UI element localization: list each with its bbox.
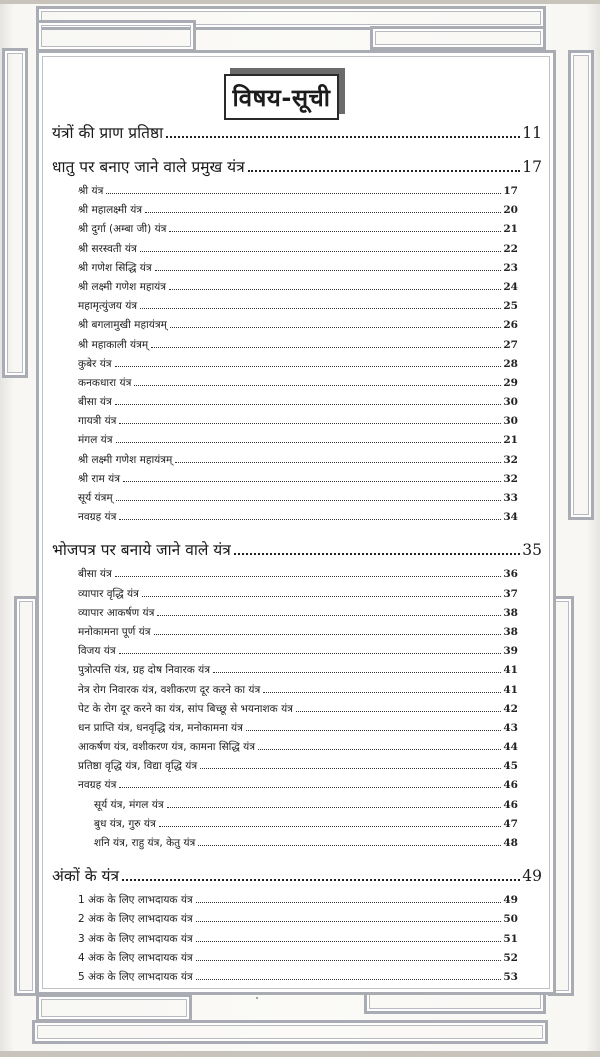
toc-entry-label: शनि यंत्र, राहु यंत्र, केतु यंत्र	[94, 837, 196, 849]
page-top-edge	[0, 0, 600, 4]
toc-page-number: 42	[503, 702, 518, 715]
toc-page-number: 50	[503, 913, 518, 926]
toc-entry[interactable]	[52, 604, 542, 623]
toc-section-label: धातु पर बनाए जाने वाले प्रमुख यंत्र	[52, 158, 245, 176]
toc-entry[interactable]	[52, 336, 542, 355]
dot-leader	[140, 308, 501, 309]
dot-leader	[154, 634, 502, 635]
dot-leader	[196, 921, 502, 922]
toc-page-number: 36	[503, 568, 518, 581]
toc-page-number: 49	[522, 867, 542, 886]
toc-entry-label: नवग्रह यंत्र	[78, 779, 117, 792]
toc-entry-label: नेत्र रोग निवारक यंत्र, वशीकरण दूर करने का यंत्र	[78, 683, 261, 696]
toc-page-number: 22	[503, 242, 518, 255]
toc-entry[interactable]	[52, 623, 542, 642]
toc-entry-label: प्रतिष्ठा वृद्धि यंत्र, विद्या वृद्धि यंत्र	[78, 760, 198, 773]
frame-right-outer-top	[568, 50, 594, 520]
toc-page-number: 21	[503, 223, 518, 236]
toc-section-label: अंकों के यंत्र	[52, 867, 120, 886]
toc-entry-label: 1 अंक के लिए लाभदायक यंत्र	[78, 894, 193, 907]
dot-leader	[119, 519, 501, 520]
toc-page-number: 21	[503, 434, 518, 447]
toc-entry[interactable]	[52, 700, 542, 719]
toc-entry-label: श्री दुर्गा (अम्बा जी) यंत्र	[78, 223, 167, 236]
dot-leader	[196, 979, 502, 980]
toc-page-number: 53	[503, 970, 518, 983]
dot-leader	[151, 347, 501, 348]
toc-entry[interactable]	[52, 968, 542, 987]
toc-entry[interactable]	[52, 776, 542, 795]
frame-left-outer-bottom	[14, 596, 38, 996]
dot-leader	[123, 481, 501, 482]
dot-leader	[213, 672, 501, 673]
toc-entry[interactable]	[52, 220, 542, 239]
toc-entry[interactable]	[52, 757, 542, 776]
dot-leader	[134, 385, 501, 386]
toc-entry[interactable]	[52, 278, 542, 297]
toc-section-label: भोजपत्र पर बनाये जाने वाले यंत्र	[52, 541, 231, 560]
toc-entry[interactable]	[52, 393, 542, 412]
toc-entry[interactable]	[52, 508, 542, 527]
toc-entry-label: पुत्रोत्पत्ति यंत्र, ग्रह दोष निवारक यंत्र	[78, 664, 211, 677]
dot-leader	[159, 826, 502, 827]
dot-leader	[106, 193, 501, 194]
toc-entry[interactable]	[52, 585, 542, 604]
toc-entry-label: श्री राम यंत्र	[78, 472, 121, 485]
toc-page-number: 23	[503, 261, 518, 274]
toc-entry[interactable]	[52, 910, 542, 929]
dot-leader	[198, 845, 501, 846]
toc-entry[interactable]	[52, 642, 542, 661]
toc-entry-label: बीसा यंत्र	[78, 396, 112, 409]
toc-entry[interactable]	[52, 489, 542, 508]
toc-page-number: 49	[503, 894, 518, 907]
toc-page-number: 32	[503, 453, 518, 466]
dot-leader	[167, 807, 502, 808]
toc-section-2[interactable]	[52, 152, 542, 182]
toc-page-number: 26	[503, 319, 518, 332]
toc-page-number: 38	[503, 606, 518, 619]
dot-leader	[145, 212, 501, 213]
toc-entry-label: श्री बगलामुखी महायंत्रम्	[78, 319, 167, 332]
toc-page-number: 43	[503, 721, 518, 734]
toc-entry[interactable]	[52, 891, 542, 910]
toc-entry[interactable]	[52, 316, 542, 335]
dot-leader	[170, 327, 501, 328]
toc-entry-label: 5 अंक के लिए लाभदायक यंत्र	[78, 970, 193, 983]
toc-page-number: 45	[503, 760, 518, 773]
toc-entry-label: नवग्रह यंत्र	[78, 511, 117, 524]
toc-page-number: 51	[503, 932, 518, 945]
toc-entry-label: श्री महालक्ष्मी यंत्र	[78, 204, 143, 217]
dot-leader	[175, 462, 501, 463]
toc-entry[interactable]	[52, 930, 542, 949]
toc-page-number: 33	[503, 492, 518, 504]
toc-page-number: 29	[503, 376, 518, 389]
toc-page-number: 34	[503, 511, 518, 524]
dot-leader	[115, 576, 502, 577]
toc-page-number: 44	[503, 741, 518, 754]
dot-leader	[234, 553, 520, 555]
dot-leader	[140, 251, 502, 252]
toc-page-number: 25	[503, 300, 518, 313]
toc-entry[interactable]	[52, 661, 542, 680]
toc-entry[interactable]	[52, 297, 542, 316]
dot-leader	[122, 879, 520, 881]
toc-entry[interactable]	[52, 451, 542, 470]
toc-page-number: 32	[503, 472, 518, 485]
toc-entry-label: गायत्री यंत्र	[78, 415, 117, 428]
toc-entry-label: महामृत्युंजय यंत्र	[78, 300, 138, 313]
dot-leader	[116, 442, 502, 443]
print-speck	[256, 997, 258, 999]
toc-entry-label: 2 अंक के लिए लाभदायक यंत्र	[78, 913, 193, 926]
toc-section-1[interactable]	[52, 118, 542, 148]
dot-leader	[115, 404, 502, 405]
frame-top-left-tab	[36, 20, 196, 52]
page-title: विषय-सूची	[232, 83, 331, 112]
toc-page-number: 28	[503, 357, 518, 370]
toc-entry-label: मनोकामना पूर्ण यंत्र	[78, 625, 151, 638]
frame-bottom-outer	[32, 1020, 548, 1044]
title-box	[224, 74, 339, 120]
toc-subentry[interactable]	[52, 796, 542, 815]
dot-leader	[296, 711, 501, 712]
toc-page-number: 41	[503, 664, 518, 677]
dot-leader	[196, 960, 502, 961]
toc-subentry[interactable]	[52, 834, 542, 853]
toc-entry-label: 3 अंक के लिए लाभदायक यंत्र	[78, 932, 193, 945]
toc-page-number: 20	[503, 204, 518, 217]
dot-leader	[119, 653, 502, 654]
toc-entry-label: बुध यंत्र, गुरु यंत्र	[94, 817, 156, 830]
toc-entry[interactable]	[52, 201, 542, 220]
dot-leader	[119, 787, 501, 788]
dot-leader	[115, 366, 502, 367]
toc-entry-label: व्यापार वृद्धि यंत्र	[78, 587, 139, 600]
toc-entry[interactable]	[52, 738, 542, 757]
toc-page-number: 11	[522, 124, 542, 142]
toc-section-4[interactable]	[52, 861, 542, 891]
toc-entry[interactable]	[52, 374, 542, 393]
page-bottom-edge	[0, 1051, 600, 1057]
toc-page-number: 52	[503, 951, 518, 964]
toc-page-number: 35	[522, 541, 542, 560]
toc-entry-label: कुबेर यंत्र	[78, 357, 112, 370]
toc-entry-label: आकर्षण यंत्र, वशीकरण यंत्र, कामना सिद्धि यंत्र	[78, 741, 255, 754]
dot-leader	[169, 289, 501, 290]
toc-entry-label: व्यापार आकर्षण यंत्र	[78, 606, 155, 619]
toc-entry[interactable]	[52, 259, 542, 278]
toc-entry-label: श्री महाकाली यंत्रम्	[78, 338, 149, 351]
toc-entry-label: सूर्य यंत्रम्	[78, 492, 113, 504]
toc-entry[interactable]	[52, 240, 542, 259]
toc-entry[interactable]	[52, 681, 542, 700]
toc-entry[interactable]	[52, 182, 542, 201]
toc-entry-label: श्री सरस्वती यंत्र	[78, 242, 137, 255]
dot-leader	[200, 768, 501, 769]
toc-page-number: 24	[503, 280, 518, 293]
toc-page-number: 38	[503, 625, 518, 638]
dot-leader	[169, 231, 501, 232]
toc-entry-label: श्री लक्ष्मी गणेश महायंत्र	[78, 280, 167, 293]
dot-leader	[142, 596, 501, 597]
dot-leader	[258, 749, 501, 750]
toc-section-label: यंत्रों की प्राण प्रतिष्ठा	[52, 124, 164, 142]
toc-entry[interactable]	[52, 412, 542, 431]
toc-entry-label: विजय यंत्र	[78, 645, 116, 658]
frame-bottom-left-tab	[36, 994, 192, 1022]
toc-page-number: 46	[503, 798, 518, 811]
toc-entry[interactable]	[52, 719, 542, 738]
toc-page-number: 17	[522, 158, 542, 176]
toc-entry-label: मंगल यंत्र	[78, 434, 113, 447]
dot-leader	[263, 692, 501, 693]
dot-leader	[166, 136, 520, 138]
toc-page-number: 37	[503, 587, 518, 600]
toc-entry-label: श्री यंत्र	[78, 185, 104, 197]
dot-leader	[119, 423, 501, 424]
toc-entry[interactable]	[52, 355, 542, 374]
dot-leader	[155, 270, 502, 271]
dot-leader	[196, 941, 502, 942]
table-of-contents	[52, 118, 542, 987]
dot-leader	[248, 170, 521, 172]
toc-entry-label: पेट के रोग दूर करने का यंत्र, सांप बिच्छू से भयनाशक यंत्र	[78, 702, 293, 715]
toc-page-number: 27	[503, 338, 518, 351]
toc-page-number: 41	[503, 683, 518, 696]
toc-entry-label: धन प्राप्ति यंत्र, धनवृद्धि यंत्र, मनोकामना यंत्र	[78, 721, 243, 734]
toc-entry-label: 4 अंक के लिए लाभदायक यंत्र	[78, 951, 193, 964]
toc-entry-label: श्री गणेश सिद्धि यंत्र	[78, 261, 152, 274]
dot-leader	[157, 615, 501, 616]
toc-page-number: 39	[503, 645, 518, 658]
frame-left-outer-top	[2, 48, 28, 378]
toc-page-number: 47	[503, 817, 518, 830]
toc-entry[interactable]	[52, 431, 542, 450]
toc-entry-label: सूर्य यंत्र, मंगल यंत्र	[94, 798, 164, 811]
toc-section-3[interactable]	[52, 535, 542, 565]
toc-subentry[interactable]	[52, 815, 542, 834]
frame-top-right-tab	[370, 26, 546, 50]
toc-page-number: 30	[503, 396, 518, 409]
toc-entry[interactable]	[52, 470, 542, 489]
dot-leader	[116, 500, 502, 501]
toc-entry-label: कनकधारा यंत्र	[78, 376, 132, 389]
toc-entry-label: बीसा यंत्र	[78, 568, 112, 581]
toc-page-number: 30	[503, 415, 518, 428]
toc-page-number: 48	[503, 837, 518, 849]
toc-page-number: 17	[503, 185, 518, 197]
dot-leader	[196, 902, 502, 903]
dot-leader	[246, 730, 501, 731]
toc-entry[interactable]	[52, 949, 542, 968]
toc-entry[interactable]	[52, 565, 542, 584]
toc-page-number: 46	[503, 779, 518, 792]
toc-entry-label: श्री लक्ष्मी गणेश महायंत्रम्	[78, 453, 173, 466]
